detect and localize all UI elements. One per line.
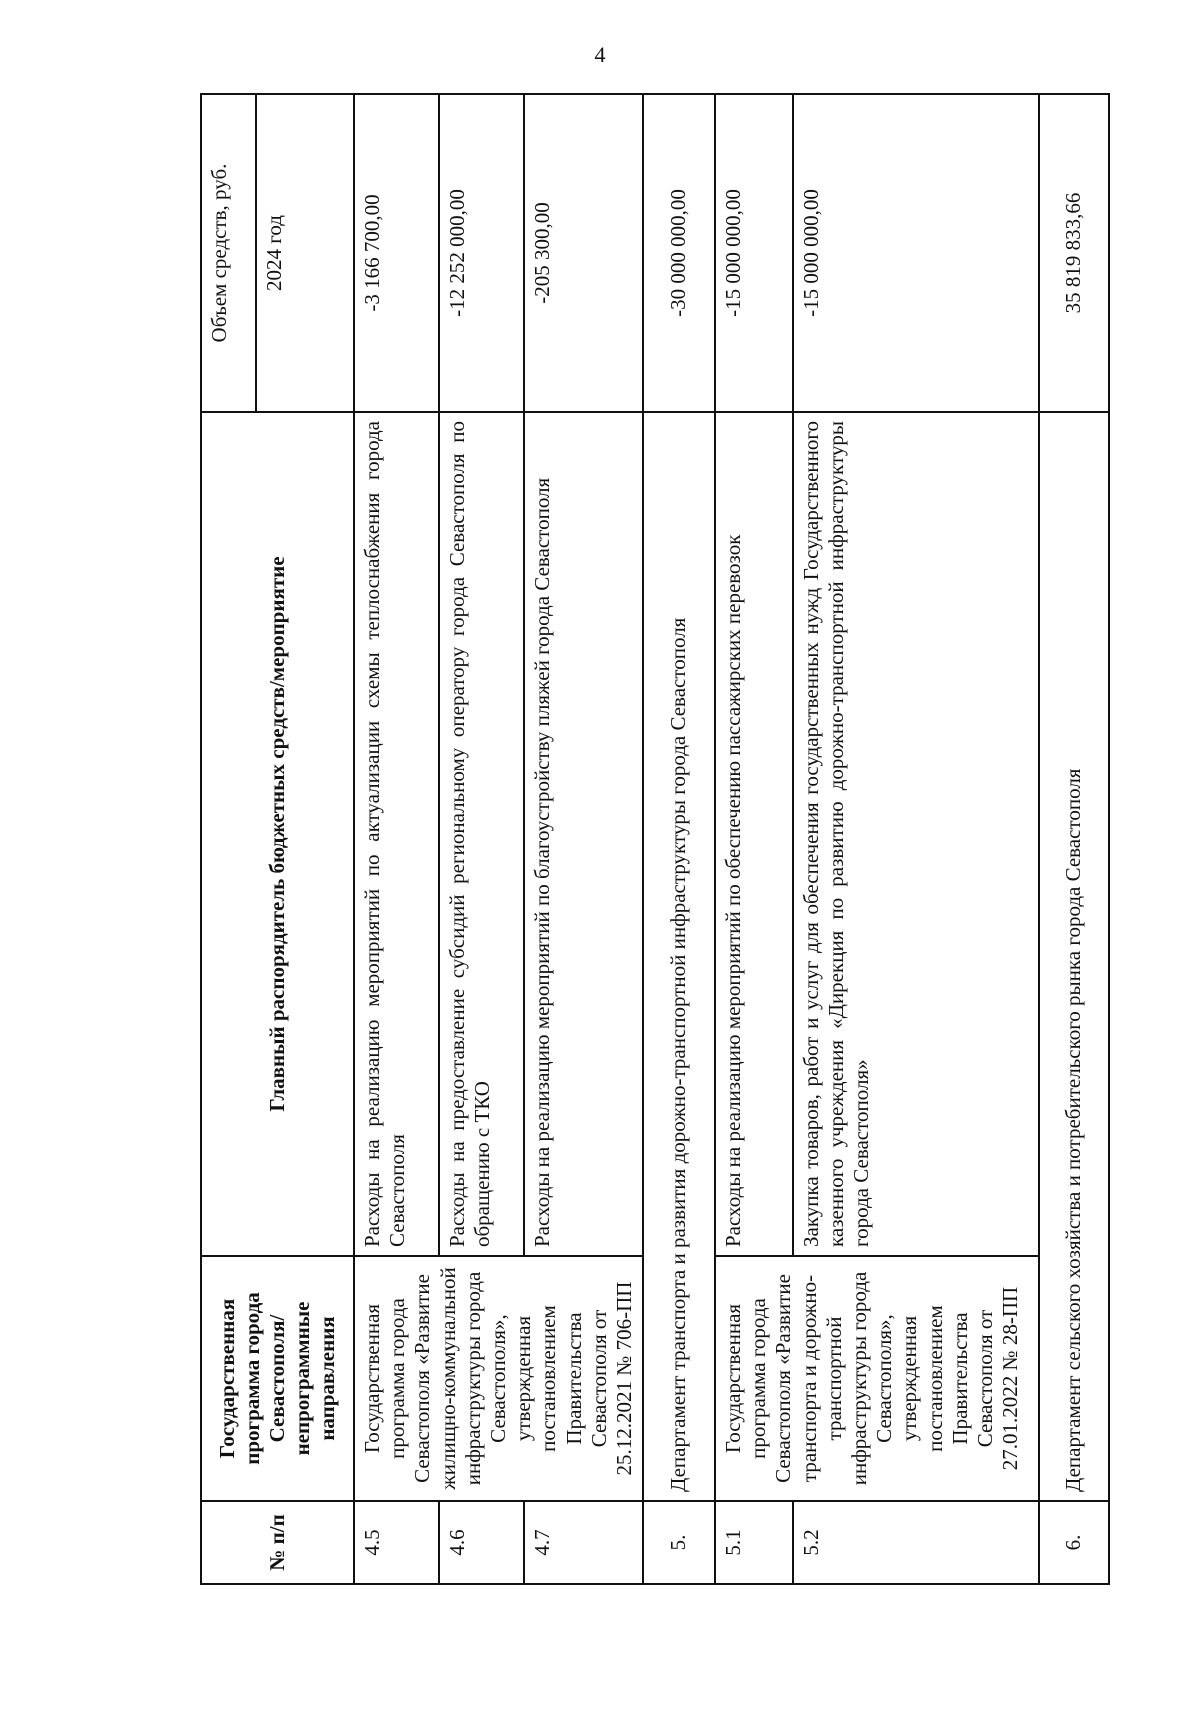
budget-table <box>200 93 1110 1585</box>
header-year: 2024 год <box>256 94 354 412</box>
rotated-table-wrapper <box>200 95 1085 1585</box>
program-cell: Государственная программа города Севастополя «Развитие транспорта и дорожно-транспортной инфраструктуры города Севастополя», утвержденная постановлением Правительства Севастополя от 27.01.2022 № 28-ПП <box>715 1256 1039 1501</box>
header-program: Государственная программа города Севастополя/ непрограммные направления <box>201 1256 354 1501</box>
amount-cell: -15 000 000,00 <box>793 94 1039 412</box>
row-number: 5. <box>643 1501 715 1584</box>
activity-cell: Расходы на реализацию мероприятий по благоустройству пляжей города Севастополя <box>524 412 644 1256</box>
amount-cell: -3 166 700,00 <box>354 94 439 412</box>
table-row-4-5 <box>354 94 439 1584</box>
amount-cell: 35 819 833,66 <box>1039 94 1109 412</box>
table-row-dept-5 <box>643 94 715 1584</box>
row-number: 4.6 <box>439 1501 524 1584</box>
department-title: Департамент транспорта и развития дорожно-транспортной инфраструктуры города Севастополя <box>643 412 715 1501</box>
row-number: 6. <box>1039 1501 1109 1584</box>
header-amount: Объем средств, руб. <box>201 94 256 412</box>
header-num: № п/п <box>201 1501 354 1584</box>
program-cell: Государственная программа города Севастополя «Развитие жилищно-коммунальной инфраструктуры города Севастополя», утвержденная постановлением Правительства Севастополя от 25.12.2021 № 706-ПП <box>354 1256 643 1501</box>
department-title: Департамент сельского хозяйства и потребительского рынка города Севастополя <box>1039 412 1109 1501</box>
row-number: 5.2 <box>793 1501 1039 1584</box>
amount-cell: -12 252 000,00 <box>439 94 524 412</box>
row-number: 4.5 <box>354 1501 439 1584</box>
amount-cell: -205 300,00 <box>524 94 644 412</box>
table-row-5-1 <box>715 94 793 1584</box>
amount-cell: -15 000 000,00 <box>715 94 793 412</box>
table-row-dept-6 <box>1039 94 1109 1584</box>
amount-cell: -30 000 000,00 <box>643 94 715 412</box>
header-row-1 <box>201 94 256 1584</box>
row-number: 5.1 <box>715 1501 793 1584</box>
row-number: 4.7 <box>524 1501 644 1584</box>
activity-cell: Расходы на реализацию мероприятий по актуализации схемы теплоснабжения города Севастополя <box>354 412 439 1256</box>
activity-cell: Расходы на реализацию мероприятий по обеспечению пассажирских перевозок <box>715 412 793 1256</box>
page-number: 4 <box>594 42 606 67</box>
activity-cell: Закупка товаров, работ и услуг для обеспечения государственных нужд Государственного казенного учреждения «Дирекция по развитию дорожно-транспортной инфраструктуры города Севастополя» <box>793 412 1039 1256</box>
activity-cell: Расходы на предоставление субсидий региональному оператору города Севастополя по обращению с ТКО <box>439 412 524 1256</box>
header-activity: Главный распорядитель бюджетных средств/мероприятие <box>201 412 354 1256</box>
